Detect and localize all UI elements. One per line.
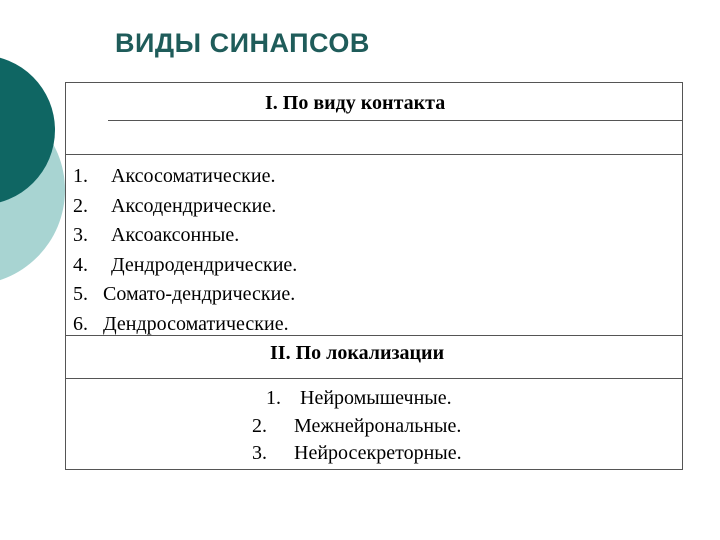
list-item: 5. Сомато-дендрические. (73, 283, 296, 305)
list-item: 3. Нейросекреторные. (252, 442, 462, 464)
section2-heading: II. По локализации (270, 342, 445, 364)
list-item: 1. Нейромышечные. (266, 387, 452, 409)
list-item: 1. Аксосоматические. (73, 165, 276, 187)
contact-type-list (73, 162, 297, 339)
divider-heading1 (108, 120, 683, 121)
section1-heading: I. По виду контакта (265, 92, 446, 114)
list-item: 6. Дендросоматические. (73, 312, 289, 335)
divider-heading2 (65, 378, 683, 379)
divider-top (65, 154, 683, 155)
localization-list (252, 385, 462, 468)
page-title: ВИДЫ СИНАПСОВ (115, 28, 370, 58)
list-item: 3. Аксоаксонные. (73, 224, 240, 246)
list-item: 4. Дендродендрические. (73, 253, 298, 276)
list-item: 2. Межнейрональные. (252, 414, 462, 437)
list-item: 2. Аксодендрические. (73, 194, 277, 217)
